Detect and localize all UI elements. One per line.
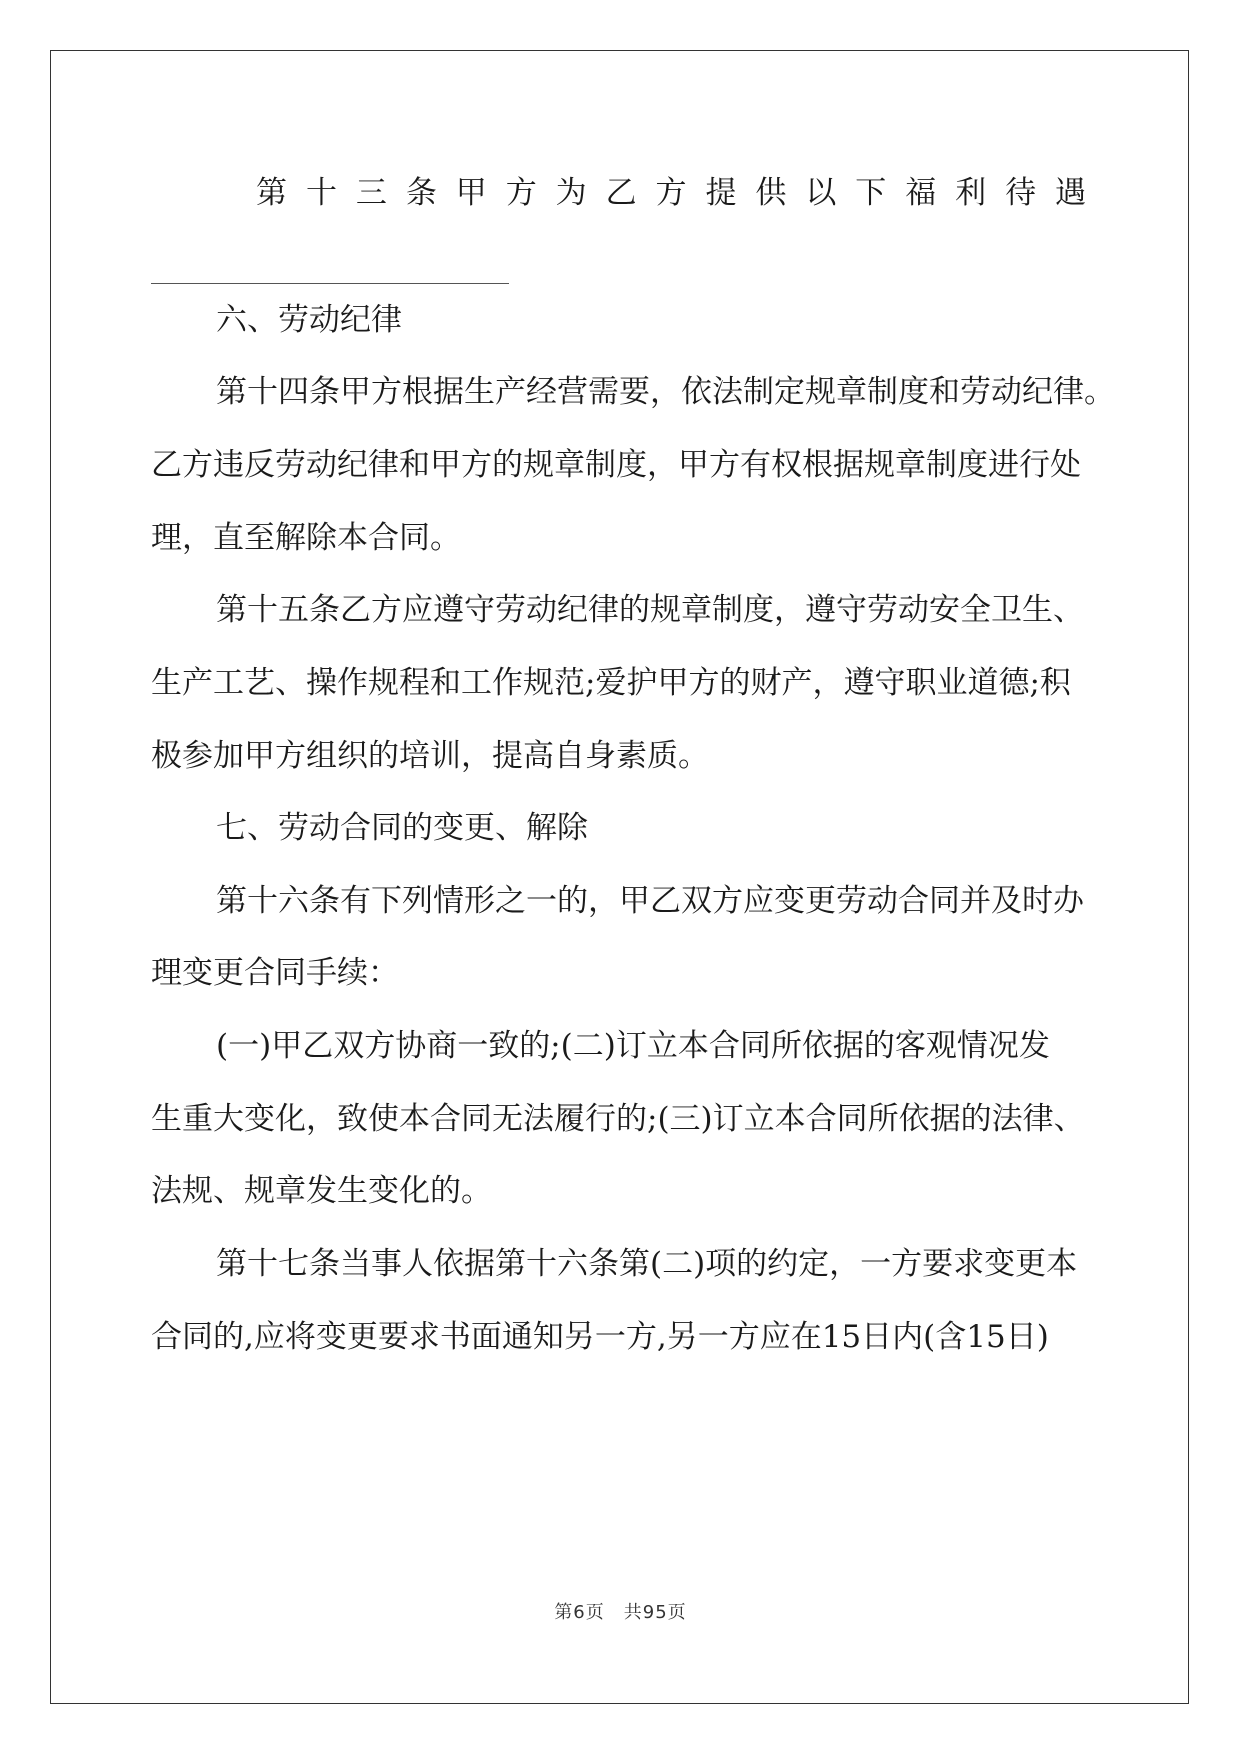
clause-15-line-3: 极参加甲方组织的培训，提高自身素质。 xyxy=(151,738,709,774)
clause-16-line-2: 理变更合同手续： xyxy=(151,955,399,991)
section-heading-7: 七、劳动合同的变更、解除 xyxy=(216,810,588,846)
spaced-char: 方 xyxy=(505,175,537,211)
clause-14-line-2: 乙方违反劳动纪律和甲方的规章制度，甲方有权根据规章制度进行处 xyxy=(151,447,1081,483)
clause-16-items-line-2: 生重大变化，致使本合同无法履行的;(三)订立本合同所依据的法律、 xyxy=(151,1101,1085,1137)
page-number-footer: 第6页 共95页 xyxy=(554,1602,687,1623)
spaced-char: 供 xyxy=(755,175,787,211)
spaced-char: 以 xyxy=(805,175,837,211)
spaced-char: 三 xyxy=(355,175,387,211)
clause-14-line-3: 理，直至解除本合同。 xyxy=(151,520,461,556)
clause-16-items-line-3: 法规、规章发生变化的。 xyxy=(151,1173,492,1209)
spaced-char: 下 xyxy=(855,175,887,211)
clause-16-items-line-1: (一)甲乙双方协商一致的;(二)订立本合同所依据的客观情况发 xyxy=(216,1028,1050,1064)
spaced-char: 方 xyxy=(655,175,687,211)
spaced-char: 遇 xyxy=(1055,175,1086,211)
spaced-char: 条 xyxy=(405,175,437,211)
clause-15-line-2: 生产工艺、操作规程和工作规范;爱护甲方的财产，遵守职业道德;积 xyxy=(151,665,1071,701)
spaced-char: 甲 xyxy=(455,175,487,211)
spaced-char: 待 xyxy=(1005,175,1037,211)
spaced-char: 第 xyxy=(256,175,287,211)
spaced-char: 乙 xyxy=(605,175,637,211)
clause-13-line xyxy=(256,173,1086,213)
clause-14-line-1: 第十四条甲方根据生产经营需要，依法制定规章制度和劳动纪律。 xyxy=(216,374,1115,410)
spaced-char: 十 xyxy=(305,175,337,211)
clause-16-line-1: 第十六条有下列情形之一的，甲乙双方应变更劳动合同并及时办 xyxy=(216,883,1084,919)
clause-17-line-2: 合同的,应将变更要求书面通知另一方,另一方应在15日内(含15日) xyxy=(151,1319,1049,1355)
spaced-char: 提 xyxy=(705,175,737,211)
clause-17-line-1: 第十七条当事人依据第十六条第(二)项的约定，一方要求变更本 xyxy=(216,1246,1078,1282)
spaced-char: 福 xyxy=(905,175,937,211)
clause-15-line-1: 第十五条乙方应遵守劳动纪律的规章制度，遵守劳动安全卫生、 xyxy=(216,592,1084,628)
spaced-char: 利 xyxy=(955,175,987,211)
section-heading-6: 六、劳动纪律 xyxy=(216,302,402,338)
fill-in-blank-line xyxy=(151,283,509,284)
page-frame xyxy=(50,50,1189,1704)
spaced-char: 为 xyxy=(555,175,587,211)
